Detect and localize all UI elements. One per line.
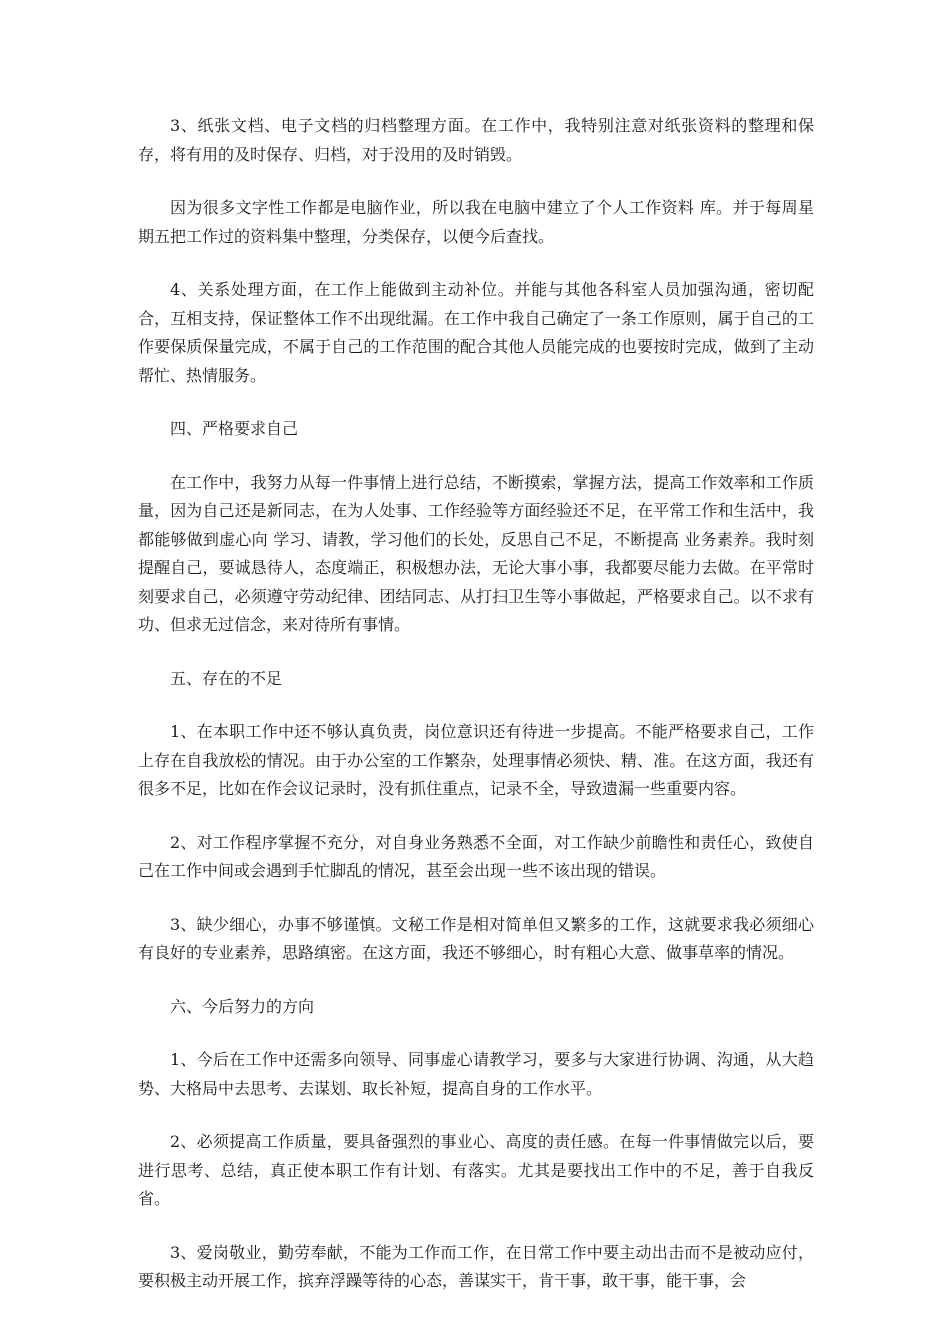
paragraph-computer-files: 因为很多文字性工作都是电脑作业，所以我在电脑中建立了个人工作资料 库。并于每周星期五把工作过的资料集中整理，分类保存，以便今后查找。	[138, 198, 814, 246]
section-heading-future-direction: 六、今后努力的方向	[170, 996, 315, 1016]
paragraph-direction-1: 1、今后在工作中还需多向领导、同事虚心请教学习，要多与大家进行协调、沟通，从大趋势、大格局中去思考、去谋划、取长补短，提高自身的工作水平。	[138, 1050, 814, 1098]
document-body	[138, 112, 814, 1321]
paragraph-self-discipline: 在工作中，我努力从每一件事情上进行总结，不断摸索，掌握方法，提高工作效率和工作质量，因为自己还是新同志，在为人处事、工作经验等方面经验还不足，在平常工作和生活中，我都能够做到虚心向 学习、请教，学习他们的长处，反思自己不足，不断提高 业务素养。我时刻提醒自己，要诚恳待人，态度端正，积极想办法，无论大事小事，我都要尽能力去做。在平常时刻要求自己，必须遵守劳动纪律、团结同志、从打扫卫生等小事做起，严格要求自己。以不求有功、但求无过信念，来对待所有事情。	[138, 472, 814, 634]
paragraph-direction-3: 3、爱岗敬业，勤劳奉献，不能为工作而工作，在日常工作中要主动出击而不是被动应付，要积极主动开展工作，摈弃浮躁等待的心态，善谋实干，肯干事，敢干事，能干事，会	[138, 1242, 814, 1290]
section-heading-shortcomings: 五、存在的不足	[170, 668, 283, 688]
paragraph-archiving: 3、纸张文档、电子文档的归档整理方面。在工作中，我特别注意对纸张资料的整理和保存，将有用的及时保存、归档，对于没用的及时销毁。	[138, 116, 814, 164]
section-heading-strict-requirements: 四、严格要求自己	[170, 419, 299, 438]
paragraph-direction-2: 2、必须提高工作质量，要具备强烈的事业心、高度的责任感。在每一件事情做完以后，要进行思考、总结，真正使本职工作有计划、有落实。尤其是要找出工作中的不足，善于自我反省。	[138, 1132, 814, 1208]
paragraph-shortcoming-1: 1、在本职工作中还不够认真负责，岗位意识还有待进一步提高。不能严格要求自己，工作上存在自我放松的情况。由于办公室的工作繁杂，处理事情必须快、精、准。在这方面，我还有很多不足，比如在作会议记录时，没有抓住重点，记录不全，导致遗漏一些重要内容。	[138, 722, 814, 798]
paragraph-shortcoming-2: 2、对工作程序掌握不充分，对自身业务熟悉不全面，对工作缺少前瞻性和责任心，致使自己在工作中间或会遇到手忙脚乱的情况，甚至会出现一些不该出现的错误。	[138, 832, 814, 880]
paragraph-relations: 4、关系处理方面，在工作上能做到主动补位。并能与其他各科室人员加强沟通，密切配合，互相支持，保证整体工作不出现纰漏。在工作中我自己确定了一条工作原则，属于自己的工作要保质保量完成，不属于自己的工作范围的配合其他人员能完成的也要按时完成，做到了主动帮忙、热情服务。	[138, 280, 814, 385]
paragraph-shortcoming-3: 3、缺少细心，办事不够谨慎。文秘工作是相对简单但又繁多的工作，这就要求我必须细心有良好的专业素养，思路缜密。在这方面，我还不够细心，时有粗心大意、做事草率的情况。	[138, 914, 814, 962]
